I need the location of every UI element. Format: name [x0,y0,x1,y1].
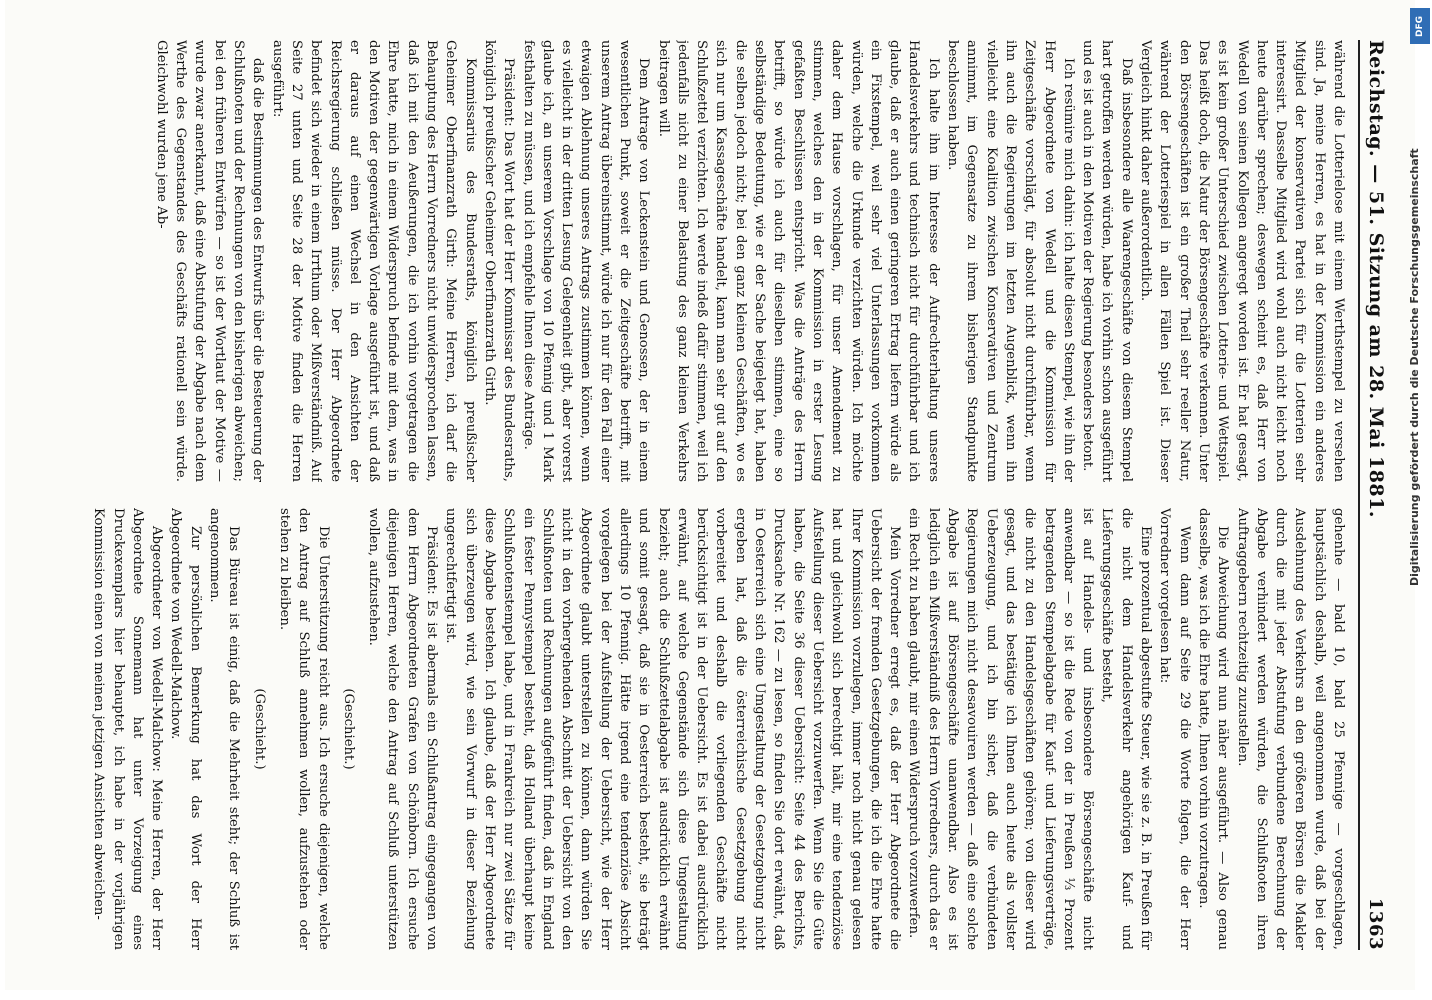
credit-text: Digitalisierung gefördert durch die Deutsche Forschungsgemeinschaft [1408,148,1421,586]
column-right [48,508,1348,950]
paragraph: Die Abweichung wird nun näher ausgeführt. — Also genau dasselbe, was ich die Ehre hatte, Ihnen vorhin vorzutragen. [1195,508,1231,950]
session-title: Reichstag. — 51. Sitzung am 28. Mai 1881. [1365,40,1387,518]
speaker-paragraph: Abgeordneter von Wedell-Malchow: Meine Herren, der Herr Abgeordnete Sonnemann hat unter Vorzeigung eines Druckexemplars hier behauptet, ich habe in der vorjährigen Kommission einen von meinen jetzigen Ansichten abweichen- [91,508,165,950]
page-header [1358,40,1387,950]
column-left [48,40,1348,482]
stage-direction: (Geschieht.) [251,688,267,770]
speaker-paragraph: Präsident: Das Wort hat der Herr Kommissar des Bundesraths, königlich preußischer Geheimer Oberfinanzrath Girth. [481,40,517,482]
paragraph: Kommissarius des Bundesraths, königlich preußischer Geheimer Oberfinanzrath Girth: Meine Herren, ich darf die Behauptung des Herrn Vorredners nicht unwidersprochen lassen, daß ich mit den Aeußerungen, die ich vorhin vorgetragen die Ehre hatte, mich in einem Widerspruch befinde mit dem, was in den Motiven der gegenwärtigen Vorlage ausgeführt ist, und daß er daraus auf einen Wechsel in den Ansichten der Reichsregierung schließen müsse. Der Herr Abgeordnete befindet sich wieder in einem Irrthum oder Mißverständniß. Auf Seite 27 unten und Seite 28 der Motive finden die Herren ausgeführt: [269,40,478,482]
paragraph: Zur persönlichen Bemerkung hat das Wort der Herr Abgeordnete von Wedell-Malchow. [168,508,203,950]
quoted-paragraph: Eine prozentual abgestufte Steuer, wie sie z. B. in Preußen für die nicht dem Handelsverkehr angehörigen Kauf- und Lieferungsgeschäfte besteht, [1099,508,1154,950]
paragraph: Wenn dann auf Seite 29 die Worte folgen, die der Herr Vorredner vorgelesen hat: [1157,508,1192,950]
paragraph: Dem Antrage von Leckenstein und Genossen, der in einem wesentlichen Punkt, soweit er die Zeitgeschäfte betrifft, mit unserem Antrag übereinstimmt, würde ich nur für den Fall einer etwaigen Ablehnung unseres Antrags zustimmen können, wenn es vielleicht in der dritten Lesung Gelegenheit gibt, aber vorerst glaube ich, an unserem Vorschlage von 10 Pfennig und 1 Mark festhalten zu müssen, und ich empfehle Ihnen diese Anträge. [520,40,652,482]
paragraph: gehenhe — bald 10, bald 25 Pfennige — vorgeschlagen, hauptsächlich deshalb, weil angenommen wurde, daß bei der Ausdehnung des Verkehrs an den größeren Börsen die Makler durch die mit jeder Abstufung verbundene Berechnung der Abgabe verhindert werden würden, die Schlußnoten ihren Auftraggebern rechtzeitig zuzustellen. [1234,508,1346,950]
text-columns [48,40,1348,950]
document-page [5,0,1415,990]
dfg-logo: DFG [1410,8,1430,44]
paragraph: Die Unterstützung reicht aus. Ich ersuche diejenigen, welche den Antrag auf Schluß annehmen wollen, aufzustehen oder stehen zu bleiben. [276,508,331,950]
paragraph: während die Lotterielose mit einem Werthstempel zu versehen sind. Ja, meine Herren, es hat in der Kommission ein anderes Mitglied der konservativen Partei sich für die Lotterien sehr interessirt. Dasselbe Mitglied wird wohl auch nicht leicht noch heute darüber sprechen; deswegen scheint es, daß Herr von Wedell von seinen Kollegen angeregt worden ist. Er hat gesagt, es ist kein großer Unterschied zwischen Lotterie- und Wettspiel. Das heißt doch, die Natur der Börsengeschäfte verkennen. Unter den Börsengeschäften ist ein großer Theil sehr reeller Natur, während der Lotteriespiel in allen Fällen Spiel ist. Dieser Vergleich hinkt daher außerordentlich. [1138,40,1346,482]
page-number: 1363 [1365,897,1386,950]
speaker-paragraph: Präsident: Es ist abermals ein Schlußantrag eingegangen von dem Herrn Abgeordneten Grafen von Schönborn. Ich ersuche diejenigen Herren, welche den Antrag auf Schluß unterstützen wollen, aufzustehen. [366,508,440,950]
stage-direction: (Geschieht.) [340,688,356,770]
paragraph: ist auf Handels- und insbesondere Börsengeschäfte nicht anwendbar — so ist die Rede von der in Preußen ⅓ Prozent betragenden Stempelabgabe für Kauf- und Lieferungsverträge, die nicht zu den Handelsgeschäften gehören; von dieser wird gesagt, und das bestätige ich Ihnen auch heute als vollster Ueberzeugung, und ich bin sicher, daß die verbündeten Regierungen mich nicht desavouiren werden — daß eine solche Abgabe ist auf Börsengeschäfte unanwendbar. Also es ist lediglich ein Mißverständniß des Herrn Vorredners, durch das er ein Recht zu haben glaubt, mir einen Widerspruch vorzuwerfen. [906,508,1096,950]
paragraph: Das Büreau ist einig, daß die Mehrheit steht; der Schluß ist angenommen. [207,508,242,950]
paragraph: Daß insbesondere alle Waarengeschäfte von diesem Stempel hart getroffen werden würden, habe ich vorhin schon ausgeführt und es ist auch in den Motiven der Regierung besonders betont. [1080,40,1134,482]
paragraph: Mein Vorredner erregt es, daß der Herr Abgeordnete die Uebersicht der fremden Gesetzgebungen, die ich die Ehre hatte Ihrer Kommission vorzulegen, immer noch nicht genau gelesen hat und gleichwohl sich berechtigt hält, mir eine tendenziöse Aufstellung dieser Uebersicht vorzuwerfen. Wenn Sie die Güte haben, die Seite 36 dieser Uebersicht: Seite 44 des Berichts, Drucksache Nr. 162 — zu lesen, so finden Sie dort erwähnt, daß in Oesterreich sich eine Umgestaltung der Gesetzgebung nicht ergeben hat, daß die österreichische Gesetzgebung nicht vorbereitet und deshalb die vorliegenden Geschäfte nicht berücksichtigt ist in der Uebersicht. Es ist dabei ausdrücklich erwähnt, auf welche Gegenstände sich diese Umgestaltung bezieht; auch die Schlußzettelabgabe ist ausdrücklich erwähnt und somit gesagt, daß sie in Oesterreich besteht, sie beträgt allerdings 10 Pfennig. Hätte irgend eine tendenziöse Absicht vorgelegen bei der Aufstellung der Uebersicht, wie der Herr Abgeordnete glaubt unterstellen zu können, dann würden Sie nicht in den vorhergehenden Abschnitt der Uebersicht von den Schlußnoten und Rechnungen aufgeführt finden, daß in England ein fester Pennystempel besteht, daß Holland überhaupt keine Schlußnotenstempel habe, und in Frankreich nur zwei Sätze für diese Abgabe bestehen. Ich glaube, daß der Herr Abgeordnete sich überzeugen wird, wie sein Vorwurf in dieser Beziehung ungerechtfertigt ist. [443,508,903,950]
digitization-credit [1406,0,1428,1000]
paragraph: Ich halte ihn im Interesse der Aufrechterhaltung unseres Handelsverkehrs und technisch nicht für durchführbar und ich glaube, daß er auch einen geringeren Ertrag liefern würde als ein Fixstempel, weil sehr viel Unterlassungen vorkommen würden, welche die Urkunde verzichten würden. Ich möchte daher dem Hause vorschlagen, für unser Amendement zu stimmen, welches den in der Kommission in erster Lesung gefaßten Beschlüssen entspricht. Was die Anträge des Herrn betrifft, so würde ich auch für dieselben stimmen, eine so selbständige Bedeutung, wie er der Sache beigelegt hat, haben die selben jedoch nicht; bei den ganz kleinen Geschäften, wo es sich nur um Kassageschäfte handelt, kann man sehr gut auf den Schlußzettel verzichten. Ich werde indeß dafür stimmen, weil ich jedenfalls nicht zu einer Belastung des ganz kleinen Verkehrs beitragen will. [655,40,941,482]
paragraph: Ich resümire mich dahin: ich halte diesen Stempel, wie ihn der Herr Abgeordnete von Wedell und die Kommission für Zeitgeschäfte vorschlägt, für absolut nicht durchführbar, wenn ihn auch die Regierungen im letzten Augenblick, wenn ihn vielleicht eine Koalition zwischen Konservativen und Zentrum annimmt, im Gegensatze zu ihrem bisherigen Standpunkte beschlossen haben. [945,40,1076,482]
quoted-paragraph: daß die Bestimmungen des Entwurfs über die Besteuerung der Schlußnoten und der Rechnungen von den bisherigen abweichen; bei den früheren Entwürfen — so ist der Wortlaut der Motive — wurde zwar anerkannt, daß eine Abstufung der Abgabe nach dem Werthe des Gegenstandes des Geschäfts rationell sein würde. Gleichwohl wurden jene Ab- [153,40,266,482]
